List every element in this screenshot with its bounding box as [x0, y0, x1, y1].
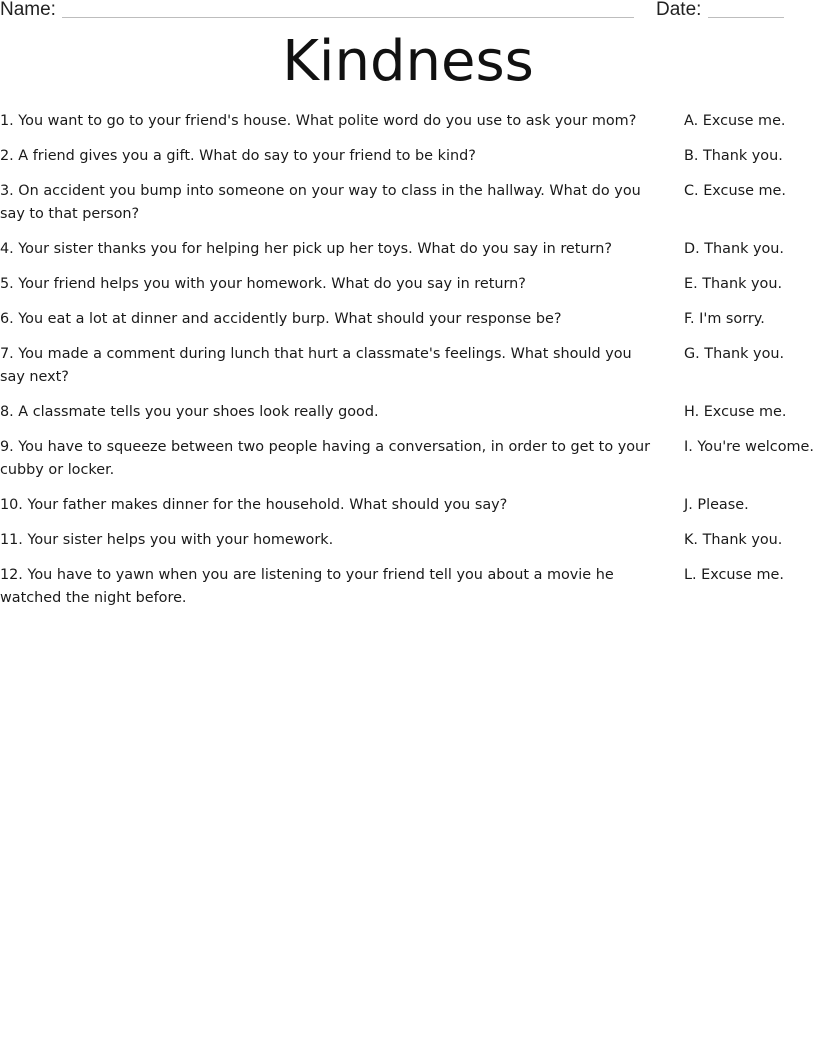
question-list [0, 110, 816, 622]
answer-option: A. Excuse me. [684, 113, 786, 129]
question-text: 4. Your sister thanks you for helping her pick up her toys. What do you say in return? [0, 241, 612, 257]
answer-option: E. Thank you. [684, 276, 783, 292]
question-row-3 [0, 180, 816, 226]
answer-option: F. I'm sorry. [684, 311, 765, 327]
question-row-8 [0, 401, 816, 424]
name-blank-line[interactable] [62, 17, 634, 18]
question-row-1 [0, 110, 816, 133]
answer-option: L. Excuse me. [684, 567, 784, 583]
question-row-10 [0, 494, 816, 517]
question-text: 12. You have to yawn when you are listening to your friend tell you about a movie he watched the night before. [0, 567, 614, 606]
question-row-7 [0, 343, 816, 389]
question-text: 1. You want to go to your friend's house. What polite word do you use to ask your mom? [0, 113, 637, 129]
question-text: 2. A friend gives you a gift. What do say to your friend to be kind? [0, 148, 476, 164]
question-text: 3. On accident you bump into someone on your way to class in the hallway. What do you say to that person? [0, 183, 641, 222]
question-row-11 [0, 529, 816, 552]
question-text: 11. Your sister helps you with your homework. [0, 532, 334, 548]
answer-option: H. Excuse me. [684, 404, 787, 420]
answer-option: G. Thank you. [684, 346, 785, 362]
question-text: 9. You have to squeeze between two people having a conversation, in order to get to your cubby or locker. [0, 439, 651, 478]
question-text: 10. Your father makes dinner for the household. What should you say? [0, 497, 508, 513]
answer-option: I. You're welcome. [684, 439, 814, 455]
question-text: 7. You made a comment during lunch that hurt a classmate's feelings. What should you say next? [0, 346, 632, 385]
page-title: Kindness [282, 29, 534, 94]
question-text: 6. You eat a lot at dinner and accidently burp. What should your response be? [0, 311, 562, 327]
question-row-5 [0, 273, 816, 296]
answer-option: K. Thank you. [684, 532, 783, 548]
question-row-2 [0, 145, 816, 168]
question-text: 8. A classmate tells you your shoes look really good. [0, 404, 379, 420]
question-text: 5. Your friend helps you with your homework. What do you say in return? [0, 276, 526, 292]
question-row-12 [0, 564, 816, 610]
question-row-9 [0, 436, 816, 482]
question-row-6 [0, 308, 816, 331]
date-label: Date: [656, 0, 702, 20]
name-label: Name: [0, 0, 56, 20]
answer-option: B. Thank you. [684, 148, 783, 164]
answer-option: J. Please. [684, 497, 749, 513]
date-blank-line[interactable] [708, 17, 784, 18]
answer-option: C. Excuse me. [684, 183, 786, 199]
worksheet-header [0, 0, 816, 26]
question-row-4 [0, 238, 816, 261]
answer-option: D. Thank you. [684, 241, 785, 257]
